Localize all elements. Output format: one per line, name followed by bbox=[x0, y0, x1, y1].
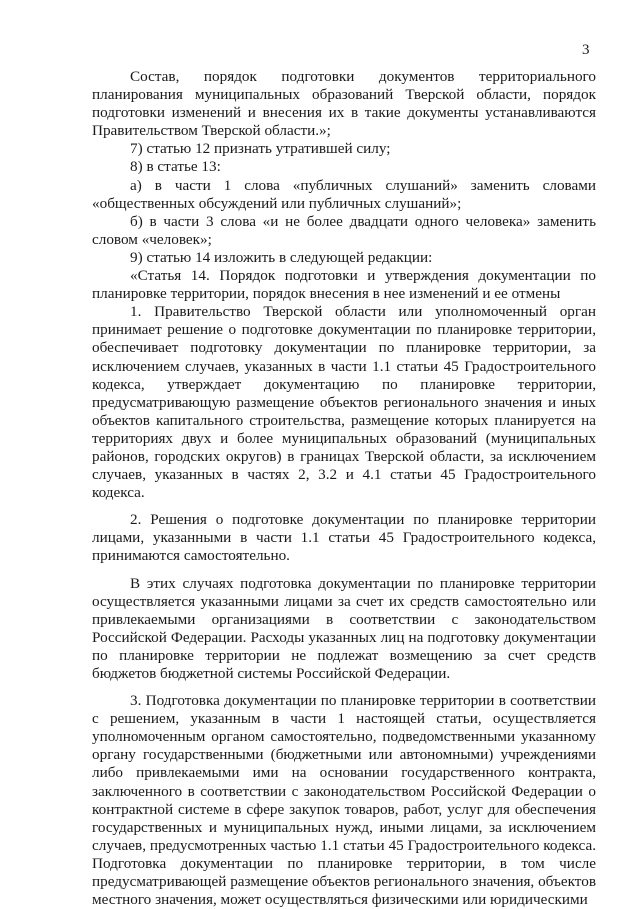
article-14-part-1: 1. Правительство Тверской области или уполномоченный орган принимает решение о подготовке документации по планировке территории, обеспечивает подготовку документации по планировке территории, за исключением случаев, указанных в части 1.1 статьи 45 Градостроительного кодекса, утверждает документацию по планировке территории, предусматривающую размещение объектов регионального значения и иных объектов капитального строительства, размещение которых планируется на территориях двух и более муниципальных образований (муниципальных районов, городских округов) в границах Тверской области, за исключением случаев, указанных в частях 2, 3.2 и 4.1 статьи 45 Градостроительного кодекса. bbox=[92, 303, 596, 502]
article-14-part-2-continuation: В этих случаях подготовка документации по планировке территории осуществляется указанными лицами за счет их средств самостоятельно или привлекаемыми организациями в соответствии с законодательством Российской Федерации. Расходы указанных лиц на подготовку документации по планировке территории не подлежат возмещению за счет средств бюджетов бюджетной системы Российской Федерации. bbox=[92, 574, 596, 682]
page-number: 3 bbox=[582, 42, 590, 58]
subitem-a: а) в части 1 слова «публичных слушаний» заменить словами «общественных обсуждений или публичных слушаний»; bbox=[92, 176, 596, 212]
item-8: 8) в статье 13: bbox=[130, 158, 221, 176]
item-7: 7) статью 12 признать утратившей силу; bbox=[130, 140, 391, 158]
article-14-heading: «Статья 14. Порядок подготовки и утверждения документации по планировке территории, порядок внесения в нее изменений и ее отмены bbox=[92, 267, 596, 303]
item-9: 9) статью 14 изложить в следующей редакции: bbox=[130, 248, 433, 266]
document-body bbox=[92, 68, 596, 909]
paragraph-intro-continuation: Состав, порядок подготовки документов территориального планирования муниципальных образований Тверской области, порядок подготовки изменений и внесения их в такие документы устанавливаются Правительством Тверской области.»; bbox=[92, 68, 596, 140]
subitem-b: б) в части 3 слова «и не более двадцати одного человека» заменить словом «человек»; bbox=[92, 212, 596, 248]
article-14-part-2: 2. Решения о подготовке документации по планировке территории лицами, указанными в части 1.1 статьи 45 Градостроительного кодекса, принимаются самостоятельно. bbox=[92, 511, 596, 565]
article-14-part-3: 3. Подготовка документации по планировке территории в соответствии с решением, указанным в части 1 настоящей статьи, осуществляется уполномоченным органом самостоятельно, подведомственными указанному органу государственными (бюджетными или автономными) учреждениями либо привлекаемыми ими на основании государственного контракта, заключенного в соответствии с законодательством Российской Федерации о контрактной системе в сфере закупок товаров, работ, услуг для обеспечения государственных и муниципальных нужд, иными лицами, за исключением случаев, предусмотренных частью 1.1 статьи 45 Градостроительного кодекса. Подготовка документации по планировке территории, в том числе предусматривающей размещение объектов регионального значения, объектов местного значения, может осуществляться физическими или юридическими bbox=[92, 692, 596, 909]
